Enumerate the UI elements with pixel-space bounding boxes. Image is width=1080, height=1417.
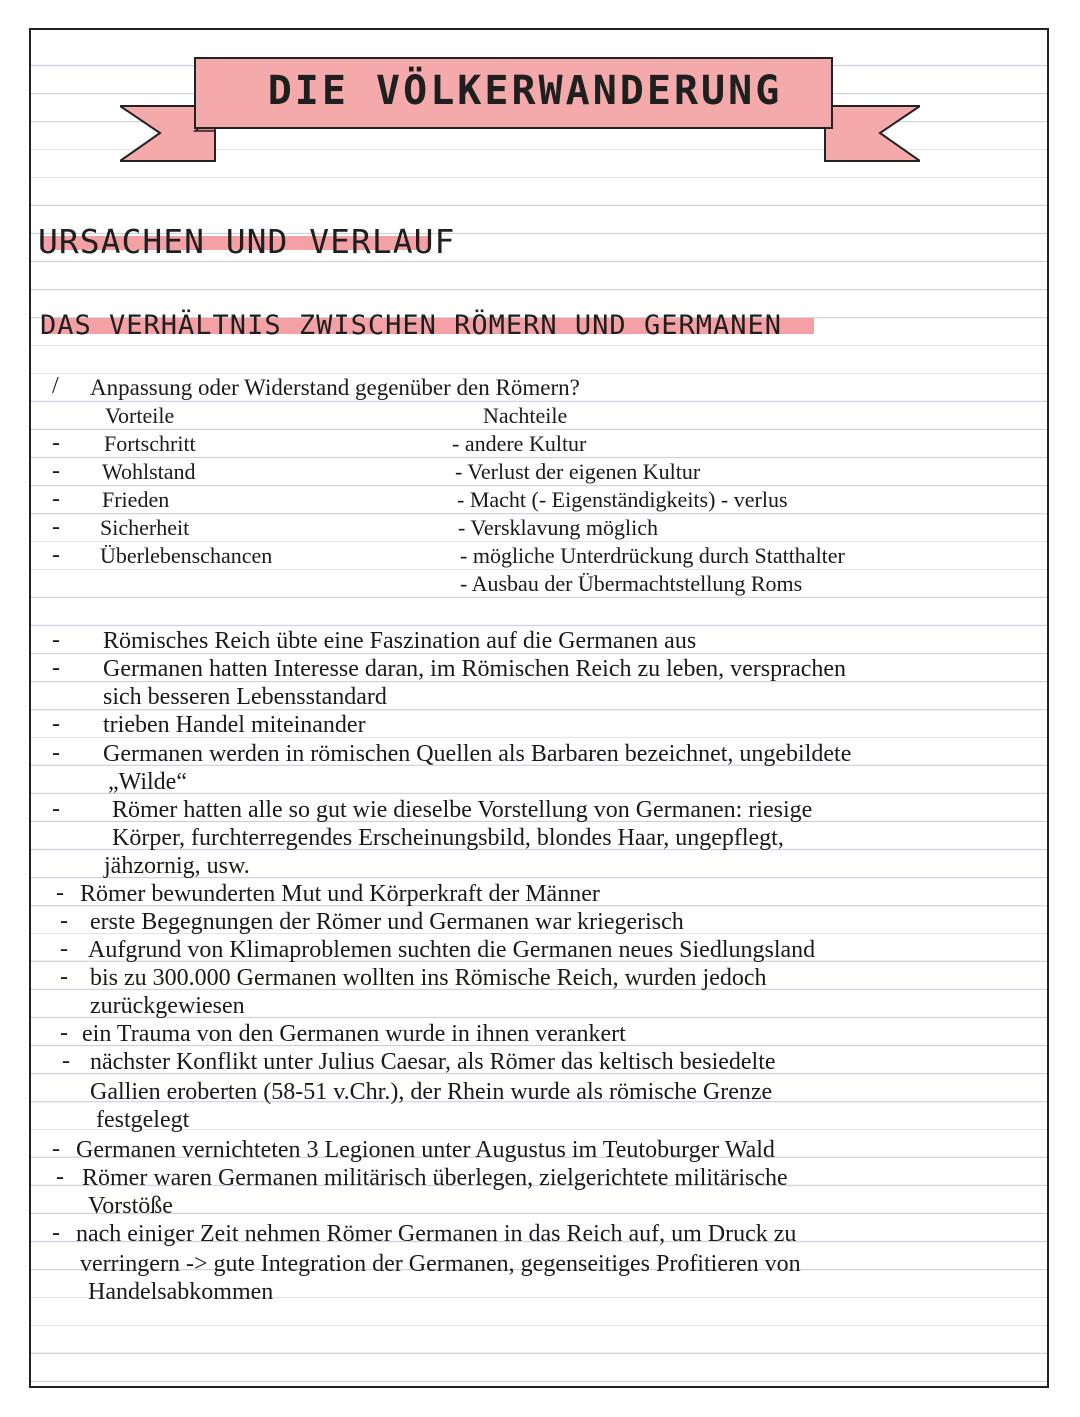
note-line: Vorstöße	[88, 1193, 173, 1219]
con-item: - mögliche Unterdrückung durch Statthalter	[460, 543, 845, 568]
note-line: trieben Handel miteinander	[103, 712, 366, 738]
section-heading: URSACHEN UND VERLAUF	[38, 222, 456, 261]
bullet-dash: -	[52, 1136, 60, 1162]
note-line: ein Trauma von den Germanen wurde in ihnen verankert	[82, 1021, 626, 1047]
note-line: Handelsabkommen	[88, 1279, 274, 1305]
bullet-dash: -	[60, 936, 68, 962]
note-line: Germanen vernichteten 3 Legionen unter Augustus im Teutoburger Wald	[76, 1137, 775, 1163]
note-line: Römer bewunderten Mut und Körperkraft der Männer	[80, 881, 600, 907]
bullet-dash: -	[52, 542, 60, 568]
bullet-dash: -	[52, 655, 60, 681]
con-item: - Verlust der eigenen Kultur	[455, 459, 701, 484]
note-line: Aufgrund von Klimaproblemen suchten die Germanen neues Siedlungsland	[88, 937, 816, 963]
note-line: sich besseren Lebensstandard	[103, 684, 387, 710]
note-line: Römisches Reich übte eine Faszination auf die Germanen aus	[103, 628, 697, 654]
pro-header: Vorteile	[105, 403, 175, 428]
note-line: zurückgewiesen	[90, 993, 245, 1019]
note-line: nächster Konflikt unter Julius Caesar, als Römer das keltisch besiedelte	[90, 1049, 776, 1075]
bullet-dash: -	[52, 627, 60, 653]
bullet-dash: -	[62, 1048, 70, 1074]
note-line: festgelegt	[96, 1107, 190, 1133]
note-line: jähzornig, usw.	[104, 853, 250, 879]
bullet-dash: -	[60, 964, 68, 990]
con-item: - andere Kultur	[452, 431, 587, 456]
bullet-dash: -	[52, 430, 60, 456]
bullet-dash: -	[60, 1020, 68, 1046]
note-line: Körper, furchterregendes Erscheinungsbild, blondes Haar, ungepflegt,	[112, 825, 784, 851]
bullet-dash: -	[52, 1220, 60, 1246]
question-text: Anpassung oder Widerstand gegenüber den Römern?	[90, 375, 580, 400]
con-item: - Macht (- Eigenständigkeits) - verlus	[457, 487, 788, 512]
note-line: Römer waren Germanen militärisch überlegen, zielgerichtete militärische	[82, 1165, 788, 1191]
subsection-heading: DAS VERHÄLTNIS ZWISCHEN RÖMERN UND GERMANEN	[40, 310, 782, 341]
note-line: Germanen hatten Interesse daran, im Römischen Reich zu leben, versprachen	[103, 656, 847, 682]
bullet-dash: -	[52, 740, 60, 766]
bullet-dash: -	[56, 1164, 64, 1190]
bullet-dash: -	[52, 514, 60, 540]
note-line: Römer hatten alle so gut wie dieselbe Vorstellung von Germanen: riesige	[112, 797, 813, 823]
bullet-dash: -	[52, 486, 60, 512]
bullet-dash: -	[52, 711, 60, 737]
note-line: Gallien eroberten (58-51 v.Chr.), der Rhein wurde als römische Grenze	[90, 1079, 773, 1105]
con-item: - Ausbau der Übermachtstellung Roms	[460, 571, 803, 596]
bullet-dash: -	[56, 880, 64, 906]
pro-item: Sicherheit	[100, 515, 190, 540]
con-item: - Versklavung möglich	[458, 515, 659, 540]
pro-item: Überlebenschancen	[100, 543, 273, 568]
pro-item: Wohlstand	[102, 459, 196, 484]
page-title: DIE VÖLKERWANDERUNG	[267, 68, 783, 114]
pro-item: Frieden	[102, 487, 170, 512]
note-line: Germanen werden in römischen Quellen als Barbaren bezeichnet, ungebildete	[103, 741, 852, 767]
note-line: „Wilde“	[108, 769, 187, 795]
note-line: verringern -> gute Integration der Germanen, gegenseitiges Profitieren von	[80, 1251, 801, 1277]
con-header: Nachteile	[483, 403, 568, 428]
bullet-dash: -	[52, 796, 60, 822]
note-line: nach einiger Zeit nehmen Römer Germanen in das Reich auf, um Druck zu	[76, 1221, 797, 1247]
bullet-dash: -	[52, 458, 60, 484]
pro-item: Fortschritt	[104, 431, 196, 456]
note-line: bis zu 300.000 Germanen wollten ins Römische Reich, wurden jedoch	[90, 965, 767, 991]
slash-mark: /	[52, 373, 59, 399]
bullet-dash: -	[60, 908, 68, 934]
note-line: erste Begegnungen der Römer und Germanen war kriegerisch	[90, 909, 684, 935]
